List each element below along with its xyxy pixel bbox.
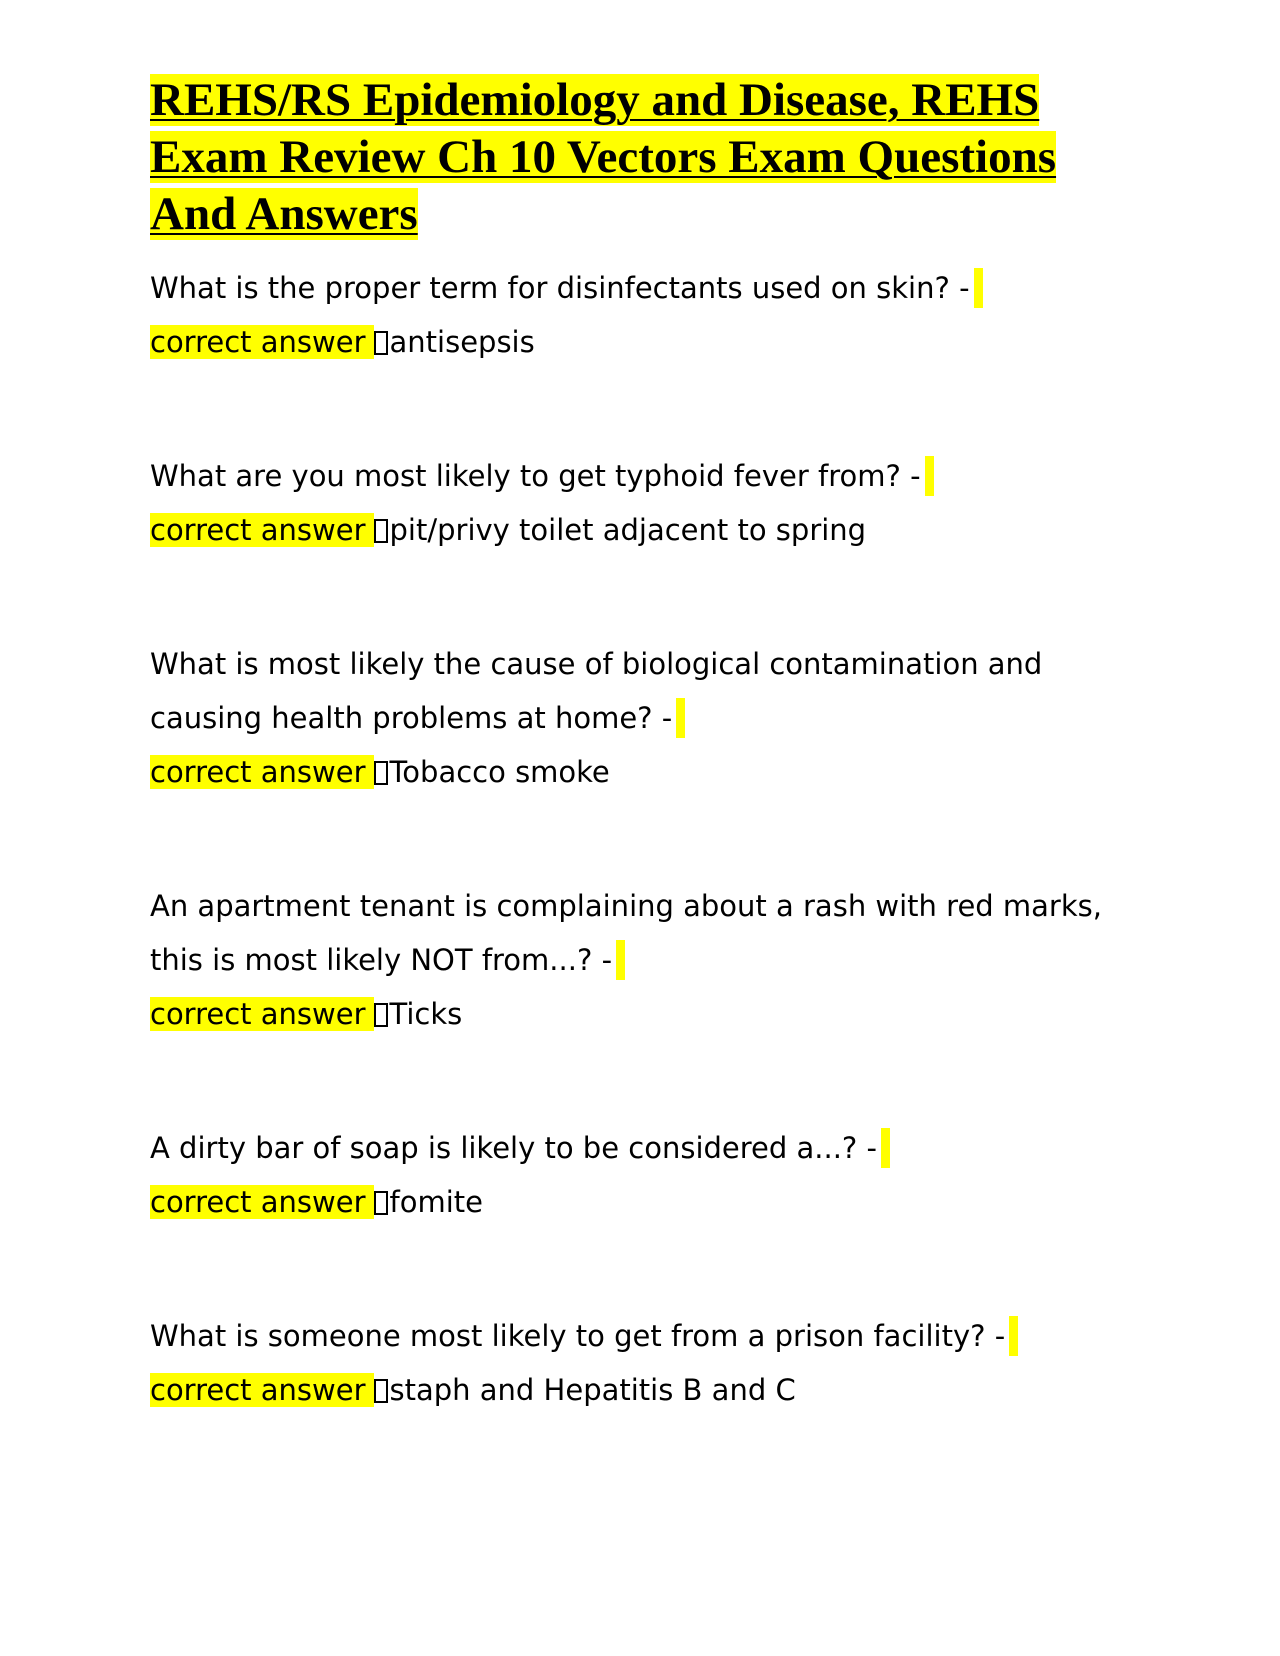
qa-item-3 (150, 637, 1130, 799)
answer-text: pit/privy toilet adjacent to spring (389, 513, 867, 547)
missing-glyph-icon (374, 331, 388, 355)
answer-text: Tobacco smoke (389, 755, 610, 789)
answer-label: correct answer (150, 997, 374, 1031)
answer-line (150, 503, 1130, 557)
answer-text: fomite (389, 1185, 483, 1219)
answer-line (150, 1175, 1130, 1229)
answer-text: antisepsis (389, 325, 535, 359)
question-text (150, 1121, 1130, 1175)
question-text (150, 879, 1130, 987)
question-text (150, 449, 1130, 503)
answer-text: staph and Hepatitis B and C (389, 1373, 796, 1407)
qa-item-5 (150, 1121, 1130, 1229)
missing-glyph-icon (374, 761, 388, 785)
qa-item-1 (150, 261, 1130, 369)
answer-line (150, 1363, 1130, 1417)
highlight-mark (925, 456, 934, 496)
document-title-text: REHS/RS Epidemiology and Disease, REHS Exam Review Ch 10 Vectors Exam Questions And Answers (150, 74, 1057, 240)
question-text (150, 1309, 1130, 1363)
question-label: What is most likely the cause of biological contamination and causing health problems at home? - (150, 647, 1043, 735)
document-content (150, 72, 1130, 1417)
highlight-mark (616, 940, 625, 980)
missing-glyph-icon (374, 519, 388, 543)
answer-line (150, 315, 1130, 369)
answer-line (150, 987, 1130, 1041)
answer-line (150, 745, 1130, 799)
question-label: What is the proper term for disinfectants used on skin? - (150, 271, 970, 305)
highlight-mark (881, 1128, 890, 1168)
answer-label: correct answer (150, 1373, 374, 1407)
missing-glyph-icon (374, 1191, 388, 1215)
qa-item-2 (150, 449, 1130, 557)
question-text (150, 261, 1130, 315)
highlight-mark (676, 698, 685, 738)
question-label: A dirty bar of soap is likely to be considered a...? - (150, 1131, 878, 1165)
question-label: What is someone most likely to get from a prison facility? - (150, 1319, 1006, 1353)
highlight-mark (974, 268, 983, 308)
highlight-mark (1009, 1316, 1018, 1356)
document-title (150, 72, 1130, 243)
question-text (150, 637, 1130, 745)
answer-label: correct answer (150, 325, 374, 359)
qa-item-4 (150, 879, 1130, 1041)
answer-label: correct answer (150, 1185, 374, 1219)
missing-glyph-icon (374, 1003, 388, 1027)
answer-label: correct answer (150, 513, 374, 547)
answer-label: correct answer (150, 755, 374, 789)
answer-text: Ticks (389, 997, 463, 1031)
qa-item-6 (150, 1309, 1130, 1417)
question-label: An apartment tenant is complaining about a rash with red marks, this is most likely NOT from...? - (150, 889, 1102, 977)
missing-glyph-icon (374, 1379, 388, 1403)
question-label: What are you most likely to get typhoid fever from? - (150, 459, 921, 493)
